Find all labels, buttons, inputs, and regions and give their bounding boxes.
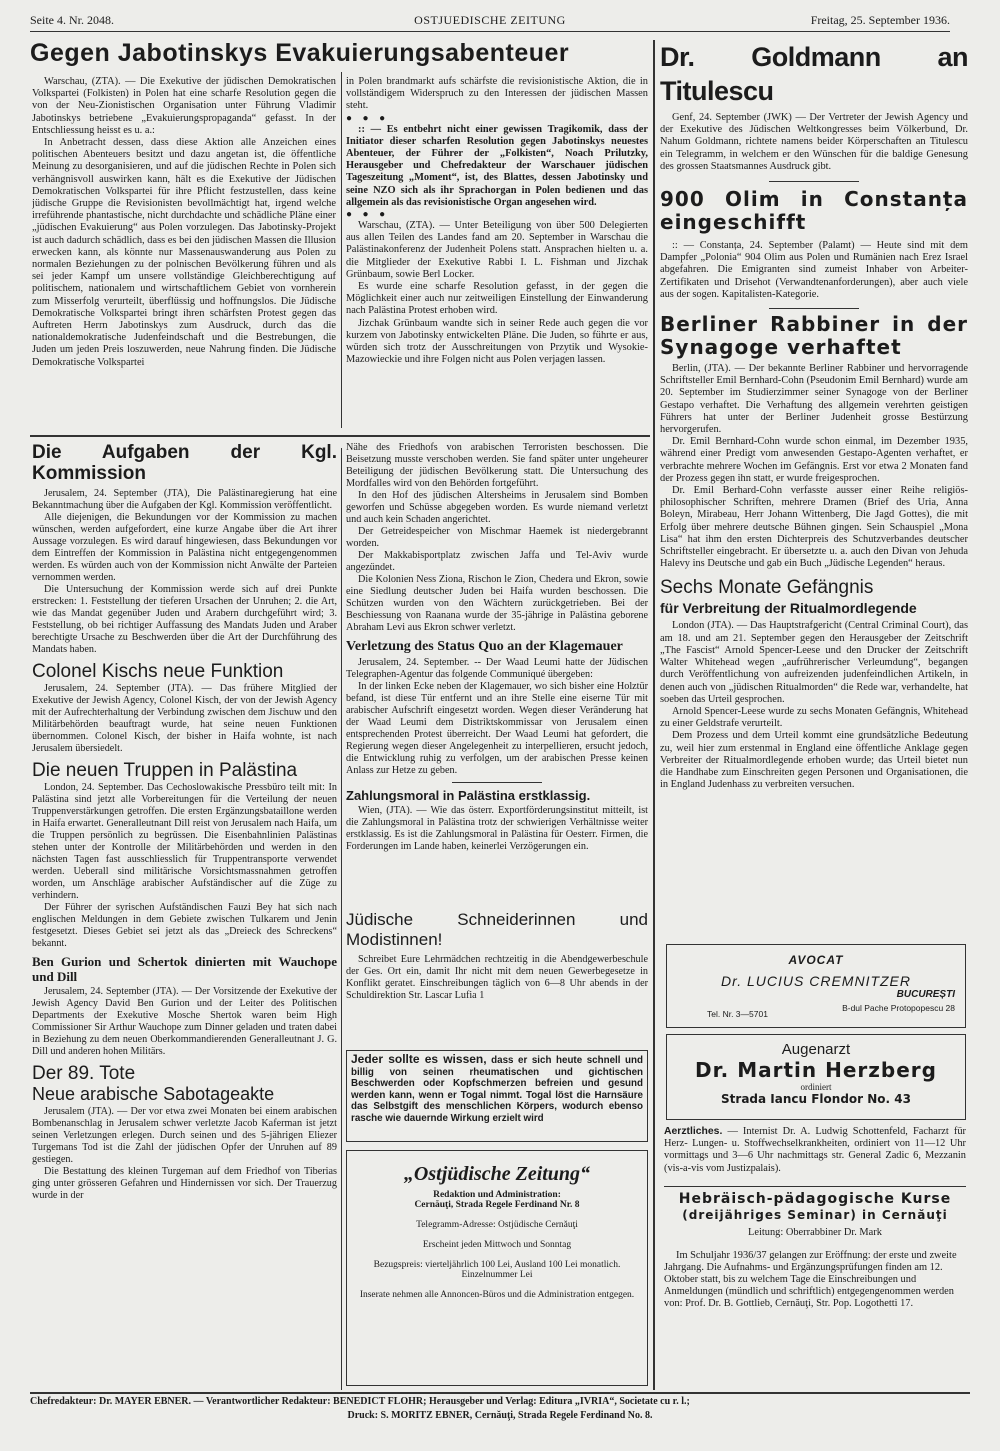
headline-ben-gurion: Ben Gurion und Schertok dinierten mit Wauchope und Dill — [32, 954, 337, 984]
paragraph: Wien, (JTA). — Wie das österr. Exportförderungsinstitut mitteilt, ist die Zahlungsmoral in Palästina trotz der schwierigen Verhältnisse weiter erstklassig. Es ist die Zahlungsmoral in Palästina für Oesterr. Firmen, die Forderungen im Lande haben, keinerlei Verzögerungen ein. — [346, 805, 648, 852]
avocat-label: AVOCAT — [788, 953, 844, 967]
left-column — [32, 442, 337, 1394]
footer-print: Druck: S. MORITZ EBNER, Cernăuţi, Strada Regele Ferdinand No. 8. — [347, 1410, 653, 1421]
paragraph: Es wurde eine scharfe Resolution gefasst, in der gegen die Möglichkeit einer auch nur zeitweiligen Einstellung der Einwanderung nach Palästina Protest erhoben wird. — [346, 281, 648, 317]
headline-kisch: Colonel Kischs neue Funktion — [32, 661, 284, 682]
article-jabotinsky-left — [32, 76, 336, 432]
column-rule — [341, 448, 342, 1390]
paragraph: Die Kolonien Ness Ziona, Rischon le Zion, Chedera und Ekron, sowie eine Siedlung deutscher Juden bei Haifa wurden beschossen. Die Schützen wurden von den Wächtern zurückgetrieben. Bei der Beschiessung von Raanana wurde der 35-jährige in Palästina geborene Abraham Levi aus Ekron schwer verletzt. — [346, 574, 648, 633]
paragraph: Arnold Spencer-Leese wurde zu sechs Monaten Gefängnis, Whitehead zu einer Geldstrafe verurteilt. — [660, 705, 968, 730]
paragraph: Der Getreidespeicher von Mischmar Haemek ist niedergebrannt worden. — [346, 526, 648, 549]
paragraph: Die Untersuchung der Kommission werde sich auf drei Punkte erstrecken: 1. Feststellung der tieferen Ursachen der Unruhen; 2. die Art, wie das Mandat gegenüber Juden und Arabern durchgeführt wird; 3. Feststellung, ob bei richtiger Auffassung des Mandats Juden und Araber berechtigte Ursache zu Beschwerden über die Art der Durchführung des Mandats haben. — [32, 584, 337, 655]
paragraph: Jerusalem, 24. September (JTA), Die Palästinaregierung hat eine Bekanntmachung über die Aufgaben der Kgl. Kommission veröffentlicht. — [32, 488, 337, 511]
paragraph: Jizchak Grünbaum wandte sich in seiner Rede auch gegen die vor kurzem von Jabotinsky entwickelten Pläne. Die Juden, so führte er aus, würden sich trotz der Ausschreitungen von Przytik und Wysokie-Mazowieckie und ihre Folgen nicht aus Polen verjagen lassen. — [346, 317, 648, 366]
lawyer-name: Dr. LUCIUS CREMNITZER — [720, 973, 912, 989]
paragraph: Der Führer der syrischen Aufständischen Fauzi Bey hat sich nach englischen Meldungen in dem Gebiete zwischen Tulkarem und Jenin festgesetzt. Dieses Gebiet sei jetzt als das „Dreieck des Schreckens“ bekannt. — [32, 902, 337, 949]
headline-kommission: Die Aufgaben der Kgl. Kommission — [32, 442, 337, 484]
lawyer-ad — [666, 944, 966, 1028]
separator-dots: ● ● ● — [346, 209, 390, 221]
lawyer-address: B-dul Pache Protopopescu 28 — [842, 1003, 955, 1013]
headline-rabbiner: Berliner Rabbiner in der Synagoge verhaftet — [660, 312, 968, 360]
headline-olim: 900 Olim in Constanța eingeschifft — [660, 187, 968, 235]
augenarzt-ad — [666, 1034, 966, 1120]
paragraph: Alle diejenigen, die Bekundungen vor der Kommission zu machen wünschen, werden aufgefordert, eine kurze Angabe über die Art ihrer Aussage vorzulegen. Es wird darauf hingewiesen, dass Bekundungen vor dem Eintreffen der Kommission in Palästina nicht entgegengenommen werden. Es würden auch von der Kommission nicht Anwälte der Parteien vernommen werden. — [32, 512, 337, 583]
paragraph: Im Schuljahr 1936/37 gelangen zur Eröffnung: der erste und zweite Jahrgang. Die Aufnahms- und Ergänzungsprüfungen finden am 12. Oktober statt, bis zu welchem Tage die Einschreibungen und Anmeldungen (mündlich und schriftlich) entgegengenommen werden von: Prof. Dr. B. Gottlieb, Cernăuţi, Str. Pop. Logothetti 17. — [664, 1249, 957, 1310]
paragraph: Schreibet Eure Lehrmädchen rechtzeitig in die Abendgewerbeschule der Ges. Ort ein, damit Ihr nicht mit dem neuen Gewerbegesetze in Konflikt geratet. Einschreibungen täglich von 6—8 Uhr abends in der Schuldirektion Str. Lascar Lufia 1 — [346, 954, 648, 1001]
paragraph: in Polen brandmarkt aufs schärfste die revisionistische Aktion, die in vollständigem Widerspruch zu den Interessen der jüdischen Massen steht. — [346, 76, 648, 112]
notice-schneiderinnen — [346, 910, 648, 1046]
masthead-title: OSTJUEDISCHE ZEITUNG — [414, 13, 566, 27]
paragraph: Dr. Emil Bernhard-Cohn wurde schon einmal, im Dezember 1935, während einer Predigt vom anwesenden Gestapo-Agenten verhaftet, er verbrachte mehrere Wochen im Gefängnis. Erst vor etwa 2 Monaten fand der Prozess gegen ihn statt, er wurde freigesprochen. — [660, 436, 968, 484]
section-divider — [30, 435, 650, 437]
paragraph: London, 24. September. Das Cechoslowakische Pressbüro teilt mit: In Palästina sind jetzt alle Vorbereitungen für die Verteilung der neuen Truppenverstärkungen getroffen. Die ersten Ergänzungsbataillone werden in Haifa erwartet. Generalleutnant Dill reist von Jerusalem nach Haifa, um die Truppen persönlich zu begrüssen. Die Eisenbahnlinien Palästinas stehen unter der Kontrolle der Militärbehörden und werden in den nächsten Tagen fast ausschliesslich für Truppentransporte verwendet werden. Ueberall sind militärische Vorsichtsmassnahmen getroffen worden, um Anschläge arabischer Aufständischer auf die Züge zu verhindern. — [32, 782, 337, 901]
subheadline-sabotage: Neue arabische Sabotageakte — [32, 1084, 275, 1104]
oz-line: Redaktion und Administration: — [433, 1190, 561, 1200]
paragraph: Nähe des Friedhofs von arabischen Terroristen beschossen. Die Beisetzung musste verschoben werden. Sie fand später unter ungeheurer Beteiligung der jüdischen Bevölkerung statt. Die Untersuchung des Mordfalles wird von den Behörden fortgeführt. — [346, 442, 648, 489]
column-rule — [653, 40, 655, 1390]
hebrew-courses-subtitle: (dreijähriges Seminar) in Cernăuţi — [682, 1208, 948, 1222]
oz-price: Bezugspreis: vierteljährlich 100 Lei, Ausland 100 Lei monatlich. Einzelnummer Lei — [373, 1260, 621, 1280]
paragraph: Jerusalem, 24. September (JTA). — Der Vorsitzende der Exekutive der Jewish Agency David Ben Gurion und der Leiter des Politischen Departments der Exekutive Mosche Shertok waren beim High Commissioner Sir Arthur Wauchope zum Dinner geladen und traten dabei in Beziehung zu dem neuen Oberkommandierenden Generalleutnant J. G. Dill und anderen hohen Militärs. — [32, 986, 337, 1057]
augenarzt-name: Dr. Martin Herzberg — [695, 1058, 937, 1082]
lawyer-phone: Tel. Nr. 3—5701 — [707, 1009, 768, 1019]
ostjuedische-zeitung-box — [346, 1150, 648, 1386]
middle-column — [346, 442, 648, 904]
headline-sechs-monate: Sechs Monate Gefängnis — [660, 577, 874, 599]
right-column — [660, 40, 968, 800]
headline-goldmann: Dr. Goldmann an Titulescu — [660, 42, 968, 106]
oz-inserate: Inserate nehmen alle Annoncen-Büros und die Administration entgegen. — [359, 1290, 635, 1300]
subheadline-ritualmord: für Verbreitung der Ritualmordlegende — [660, 600, 917, 617]
paragraph: In Anbetracht dessen, dass diese Aktion alle Anzeichen eines politischen Abenteuers besitzt und dazu angetan ist, die öffentliche Meinung zu desorganisieren, und auf die jüdischen Rechte in Polen sich verhängnisvoll auswirken kann, hält es die Exekutive der Jüdischen Demokratischen Volkspartei für ihre Pflicht festzustellen, dass keine jüdische Gruppe die Revisionisten bevollmächtigt hat, irgend welche irreführende phantastische, nicht durchdachte und schädliche Pläne einer „jüdischen Evakuierung“ aus Polen vorzulegen. Das Jabotinsky-Projekt ist auch dadurch schädlich, dass es bei den jüdischen Massen die Illusion erwecken kann, als könnte nur Massenauswanderung aus Polen zu normalen Beziehungen zu der polnischen Bevölkerung führen und als sei jeder Kampf um unsere vollständige Gleichberechtigung auf politischem, nationalem und wirtschaftlichem Gebiet von vornherein zum Misserfolg verurteilt, überflüssig und hoffnungslos. Die Jüdische Demokratische Volkspartei bringt ihren schärfsten Protest gegen das Auftreten Herrn Jabotinskys zum Ausdruck, durch das die nationaldemokratische Judenfeindschaft und die Bestrebungen, die Juden um jeden Preis loszuwerden, neue Nahrung finden. Die Jüdische Demokratische Volkspartei — [32, 137, 336, 368]
paragraph: Der Makkabisportplatz zwischen Jaffa und Tel-Aviv wurde angezündet. — [346, 550, 648, 573]
paragraph: Jerusalem, 24. September. -- Der Waad Leumi hatte der Jüdischen Telegraphen-Agentur das folgende Communiqué übergeben: — [346, 657, 648, 680]
paragraph: :: — Constanța, 24. September (Palamt) — Heute sind mit dem Dampfer „Polonia“ 904 Olim aus Polen und Rumänien nach Erez Israel abgefahren. Die Emigranten sind zumeist Inhaber von Arbeiter-Zertifikaten und Drisehot (Verwandtenanforderungen), aber auch viele aus der sogen. Kapitalisten-Kategorie. — [660, 240, 968, 300]
article-headline — [30, 38, 650, 72]
togal-text: dass er sich heute schnell und billig von seinen rheumatischen und gichtischen Beschwerden oder Kopfschmerzen befreien und gesund werden kann, wenn er Togal nimmt. Togal löst die Harnsäure das Selbstgift des menschlichen Körpers, wodurch ebenso rasche wie dauernde Wirkung erzielt wird — [351, 1055, 643, 1124]
separator-dots: ● ● ● — [346, 112, 390, 124]
augenarzt-label: Augenarzt — [781, 1041, 851, 1058]
headline-schneiderinnen: Jüdische Schneiderinnen und Modistinnen! — [346, 910, 648, 949]
page-number: Seite 4. Nr. 2048. — [30, 13, 114, 27]
oz-schedule: Erscheint jeden Mittwoch und Sonntag — [422, 1240, 572, 1250]
paragraph: :: — Es entbehrt nicht einer gewissen Tragikomik, dass der Initiator dieser scharfen Resolution gegen Jabotinskys neuestes Abenteuer, der Führer der „Folkisten“, Noach Prilutzky, Herausgeber und Chefredakteur der Warschauer jüdischen Tageszeitung „Moment“, ist, des Blattes, dessen Jabotinsky und seine NZO sich als ihr Sprachorgan in Polen bedienen und das allgemein als das revisionistische Organ angesehen wird. — [346, 123, 648, 208]
paragraph: In der linken Ecke neben der Klagemauer, wo sich bisher eine Holztür befand, ist diese Tür entfernt und an ihre Stelle eine eiserne Tür mit arabischer Aufschrift eingesetzt worden. Wegen dieser Veränderung hat der Waad Leumi dem Distriktskommissar von Jerusalem einen entsprechenden Protest überreicht. Der Waad Leumi hat gefordert, die Regierung wegen dieser Angelegenheit zu interpellieren, ersucht jedoch, die Entwicklung ruhig zu verfolgen, um der arabischen Presse keinen Anlass zur Hetze zu geben. — [346, 681, 648, 776]
headline-klagemauer: Verletzung des Status Quo an der Klagemauer — [346, 639, 623, 654]
hebrew-courses-notice — [664, 1186, 966, 1387]
togal-ad — [346, 1050, 648, 1142]
togal-lead: Jeder sollte es wissen, — [351, 1052, 487, 1066]
paragraph: Die Bestattung des kleinen Turgeman auf dem Friedhof von Tiberias ging unter grösseren Gefahren und Hindernissen vor sich. Der Trauerzug wurde in der — [32, 1166, 337, 1201]
aerztliches-notice — [664, 1126, 966, 1186]
oz-title: „Ostjüdische Zeitung“ — [403, 1163, 591, 1185]
paragraph: Warschau, (ZTA). — Unter Beteiligung von über 500 Delegierten aus allen Teilen des Landes fand am 20. September in Warschau die Palästinakonferenz der Judenheit Polens statt. Ansprachen hielten u. a. die Mitglieder der Exekutive Rabbi I. L. Fishman und Jizchak Grünbaum, sowie Berl Locker. — [346, 220, 648, 280]
paragraph: Dem Prozess und dem Urteil kommt eine grundsätzliche Bedeutung zu, weil hier zum erstenmal in England eine öffentliche Anklage gegen Verbreiter der Ritualmordlegende erhoben wurde; das Urteil bietet nun die Handhabe zum Einschreiten gegen Personen und Organisationen, die in England Judenhass zu verbreiten versuchen. — [660, 730, 968, 791]
headline-zahlungsmoral: Zahlungsmoral in Palästina erstklassig. — [346, 788, 591, 803]
headline-truppen: Die neuen Truppen in Palästina — [32, 760, 298, 781]
issue-date: Freitag, 25. September 1936. — [810, 13, 950, 27]
paragraph: Genf, 24. September (JWK) — Der Vertreter der Jewish Agency und der Exekutive des Jüdischen Weltkongresses beim Völkerbund, Dr. Nahum Goldmann, richtete namens beider Körperschaften an Titulescu ein Telegramm, in welchem er den Wünschen für die baldige Genesung des grossen Staatsmannes Ausdruck gibt. — [660, 112, 968, 172]
footer-rule — [30, 1392, 970, 1394]
paragraph: Berlin, (JTA). — Der bekannte Berliner Rabbiner und hervorragende Schriftsteller Emil Bernhard-Cohn (Pseudonim Emil Bernhard) wurde am 20. September im Studierzimmer seiner Synagoge von der Berliner Gestapo verhaftet. Die Verhaftung des allgemein verehrten geistigen Führers hat unter der Berliner Judenheit grosse Bestürzung hervorgerufen. — [660, 363, 968, 436]
paragraph: In den Hof des jüdischen Altersheims in Jerusalem sind Bomben geworfen und Schüsse abgegeben worden. Es wurde niemand verletzt und auch kein Schaden angerichtet. — [346, 490, 648, 525]
paragraph: London (JTA). — Das Hauptstrafgericht (Central Criminal Court), das am 18. und am 21. September gegen den Herausgeber der Zeitschrift „The Fascist“ Arnold Spencer-Leese und den Drucker der Zeitschrift Walter Whitehead wegen „aufrührerischer Verleumdung“, begangen durch Veröffentlichung von aufreizenden judenfeindlichen Artikeln, in denen auch von „jüdischen Ritualmorden“ die Rede war, verhandelte, hat soeben das Urteil gesprochen. — [660, 620, 968, 705]
headline-89-tote: Der 89. Tote — [32, 1063, 136, 1084]
paragraph: Dr. Emil Berhard-Cohn verfasste ausser einer Reihe religiös-philosophischer Schriften, mehrere Dramen (Brief des Uria, Anna Boleyn, Mirabeau, Herr Johann Wittenberg, Die Jagd Gottes), die mit Erfolg über mehrere deutsche Bühnen gingen. Sein Schauspiel „Mona Lisa“ hat ihm den ersten Dichterpreis des Schutzverbandes deutscher Schriftsteller eingebracht. Er übersetzte u. a. auch den Divan von Jehuda Halevy ins Deutsche und gab ein Buch „Jüdische Legenden“ heraus. — [660, 485, 968, 570]
footer-credits: Chefredakteur: Dr. MAYER EBNER. — Verantwortlicher Redakteur: BENEDICT FLOHR; Herausgeber und Verlag: Editura „IVRIA“, Societate cu r. l.; — [30, 1396, 690, 1407]
augenarzt-address: Strada Iancu Flondor No. 43 — [721, 1092, 911, 1106]
aerztliches-text: — Internist Dr. A. Ludwig Schottenfeld, Facharzt für Herz- Lungen- u. Stoffwechselkrankheiten, ordiniert von 11—12 Uhr vormittags und 3—6 Uhr nachmittags str. General Zadic 6, Mezzanin (vis-a-vis vom Justizpalais). — [664, 1126, 966, 1174]
oz-address: Cernăuţi, Strada Regele Ferdinand Nr. 8 — [414, 1200, 580, 1210]
oz-telegram: Telegramm-Adresse: Ostjüdische Cernăuţi — [416, 1220, 578, 1230]
column-rule — [341, 72, 342, 428]
lawyer-city: BUCUREȘTI — [896, 989, 955, 1000]
hebrew-courses-title: Hebräisch-pädagogische Kurse — [678, 1191, 952, 1207]
augenarzt-ordiniert: ordiniert — [800, 1082, 832, 1092]
paragraph: Warschau, (ZTA). — Die Exekutive der jüdischen Demokratischen Volkspartei (Folkisten) in Polen hat eine scharfe Resolution gegen die von der Neu-Zionistischen Organisation unter Führung Vladimir Jabotinskys betriebene „Evakuierungspropaganda“ gefasst. In der Entschliessung heisst es u. a.: — [32, 76, 336, 136]
paragraph: Jerusalem (JTA). — Der vor etwa zwei Monaten bei einem arabischen Bombenanschlag in Jerusalem schwer verletzte Jacob Kaferman ist jetzt seinen Verletzungen erlegen. Durch seinen und des 5-jährigen Eliezer Turgemans Tod ist die Zahl der jüdischen Opfer der Unruhen auf 89 gestiegen. — [32, 1106, 337, 1165]
article-jabotinsky-right — [346, 76, 648, 432]
paragraph: Jerusalem, 24. September (JTA). — Das frühere Mitglied der Exekutive der Jewish Agency, Colonel Kisch, der von der Jewish Agency mit der Aufrechterhaltung der Verbindung zwischen dem Jischuw und den Militärbehörden beauftragt wurde, hat seine neuen Funktionen übernommen. Colonel Kisch, der bisher in Haifa wohnte, ist nach Jerusalem übersiedelt. — [32, 683, 337, 754]
aerztliches-lead: Aerztliches. — [664, 1126, 723, 1137]
hebrew-courses-lead: Leitung: Oberrabbiner Dr. Mark — [748, 1227, 882, 1238]
page-header — [30, 13, 950, 32]
headline-jabotinsky: Gegen Jabotinskys Evakuierungsabenteuer — [30, 39, 570, 67]
